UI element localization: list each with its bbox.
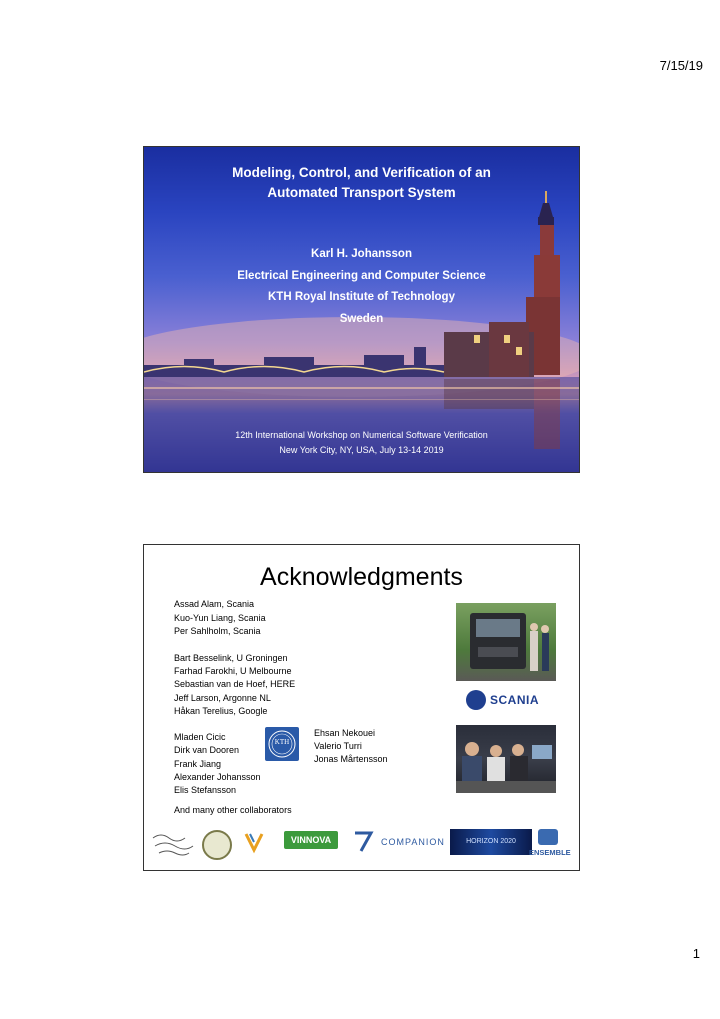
person-line: Mladen Cicic [174,732,226,742]
person-line: Jeff Larson, Argonne NL [174,693,271,703]
person-line: Ehsan Nekouei [314,728,376,738]
acknowledgments-slide [143,544,580,871]
person-line: Håkan Terelius, Google [174,706,268,716]
eu-logo [349,829,377,857]
person-line: Dirk van Dooren [174,745,240,755]
horizon-2020-logo: HORIZON 2020 [450,829,532,855]
person-line: Frank Jiang [174,759,222,769]
crest-logo [202,830,232,860]
institution: KTH Royal Institute of Technology [268,291,455,303]
country: Sweden [339,313,384,325]
person-line: Per Sahlholm, Scania [174,626,261,636]
slide-title-line-2: Automated Transport System [267,185,456,200]
person-line: Elis Stefansson [174,785,237,795]
vinnova-logo: VINNOVA [284,831,338,849]
person-line: Valerio Turri [314,741,362,751]
person-line: Sebastian van de Hoef, HERE [174,679,296,689]
person-line: Bart Besselink, U Groningen [174,653,288,663]
title-slide [143,146,580,473]
ensemble-icon [538,829,558,845]
truck-photo [456,603,556,681]
workshop-location-date: New York City, NY, USA, July 13-14 2019 [279,445,444,455]
person-line: Alexander Johansson [174,772,261,782]
closing-line: And many other collaborators [174,805,292,815]
companion-logo: COMPANION [381,837,445,847]
scania-griffin-icon [466,690,486,710]
researchers-photo [456,725,556,793]
kth-logo-text: KTH [274,738,290,746]
person-line: Farhad Farokhi, U Melbourne [174,666,292,676]
page-number: 1 [692,946,700,961]
department: Electrical Engineering and Computer Science [237,270,486,282]
kth-logo [265,727,299,761]
person-line: Kuo-Yun Liang, Scania [174,613,266,623]
author-name: Karl H. Johansson [311,248,412,260]
person-line: Jonas Mårtensson [314,754,388,764]
slide-title: Acknowledgments [260,563,463,591]
scania-logo: SCANIA [490,693,540,707]
page-date: 7/15/19 [659,58,703,73]
person-line: Assad Alam, Scania [174,599,255,609]
wallenberg-foundation-logo [149,830,199,858]
workshop-name: 12th International Workshop on Numerical Software Verification [235,430,488,440]
slide-title-line-1: Modeling, Control, and Verification of an [232,165,491,180]
vr-logo [242,830,266,856]
ensemble-logo: ENSEMBLE [529,848,571,857]
